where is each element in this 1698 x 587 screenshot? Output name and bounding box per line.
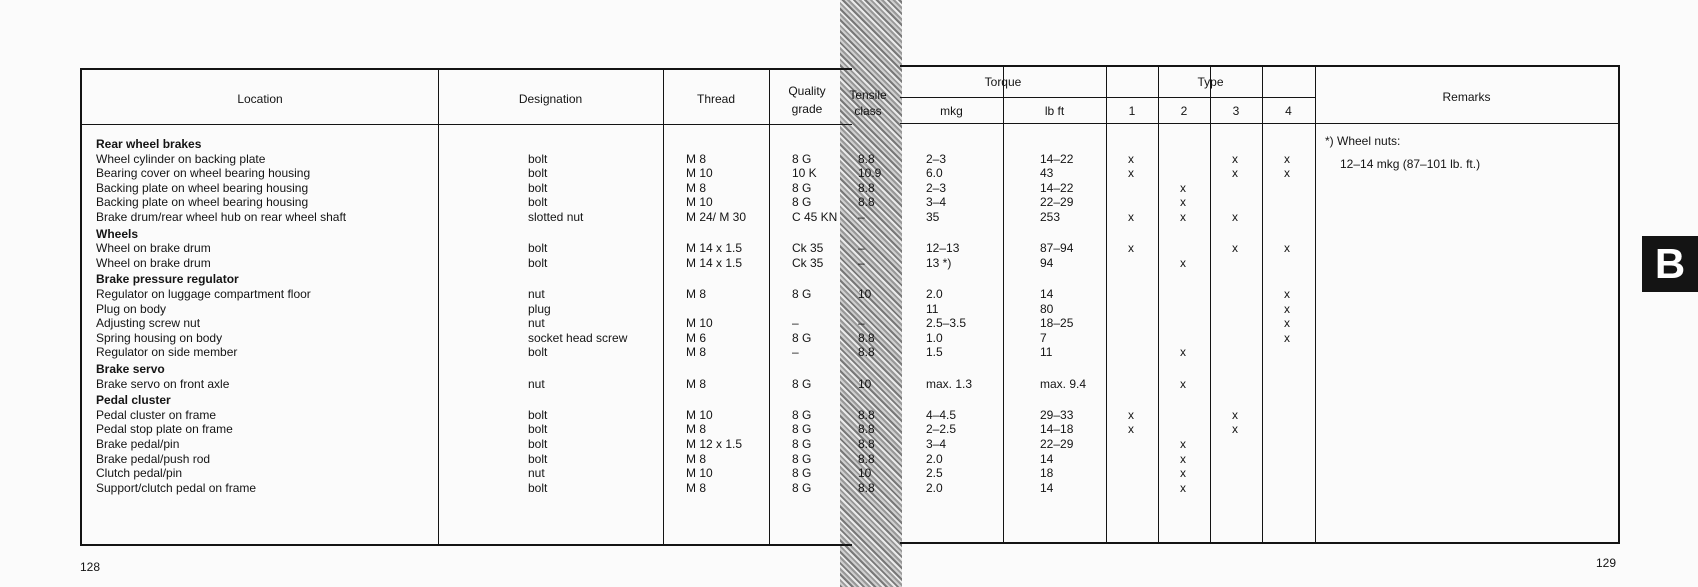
cell-lbft: 18–25 [1040,316,1074,331]
cell-tensile: 8.8 [858,345,875,360]
header-type-2: 2 [1180,104,1188,118]
cell-mkg: 3–4 [926,437,947,451]
cell-mkg: max. 1.3 [926,376,973,391]
cell-type-3: x [1232,210,1238,224]
cell-location: Plug on body [96,301,167,316]
cell-type-2: x [1180,466,1186,481]
col-divider [1210,67,1211,542]
header-location: Location [237,92,283,106]
cell-grade: Ck 35 [792,255,824,270]
cell-designation: bolt [528,451,548,466]
cell-type-2: x [1180,451,1186,466]
cell-lbft: 14–18 [1040,422,1074,437]
cell-grade: 10 K [792,166,817,181]
cell-type-1: x [1128,210,1134,224]
cell-location: Pedal cluster on frame [96,407,217,422]
cell-grade: – [792,345,799,360]
header-thread: Thread [696,92,736,106]
header-lbft: lb ft [1044,104,1065,118]
cell-designation: nut [528,316,545,331]
cell-thread: M 8 [686,287,707,301]
header-quality-grade-2: grade [791,102,823,116]
cell-designation: bolt [528,195,548,210]
cell-mkg: 2.5–3.5 [926,316,967,331]
torque-table-left [80,68,887,546]
col-divider [1106,67,1107,542]
cell-lbft: 29–33 [1040,407,1074,422]
cell-thread: M 8 [686,151,707,166]
cell-lbft: 253 [1040,210,1061,224]
cell-designation: bolt [528,437,548,451]
cell-location: Wheel on brake drum [96,241,211,256]
cell-lbft: 94 [1040,255,1054,270]
cell-type-2: x [1180,255,1186,270]
cell-designation: slotted nut [528,210,584,224]
cell-mkg: 1.0 [926,330,943,345]
cell-thread: M 8 [686,376,707,391]
cell-designation: nut [528,287,545,301]
cell-grade: 8 G [792,437,812,451]
cell-grade: 8 G [792,330,812,345]
cell-grade: 8 G [792,151,812,166]
cell-tensile: 10 [858,287,872,301]
cell-thread: M 8 [686,422,707,437]
cell-mkg: 1.5 [926,345,943,360]
cell-tensile: 8.8 [858,180,875,195]
cell-designation: bolt [528,241,548,256]
cell-mkg: 11 [926,301,939,316]
cell-type-3: x [1232,151,1238,166]
cell-tensile: 8.8 [858,195,875,210]
cell-type-1: x [1128,241,1134,256]
cell-location: Regulator on luggage compartment floor [96,287,311,301]
cell-lbft: 14–22 [1040,151,1074,166]
cell-type-1: x [1128,407,1134,422]
cell-mkg: 2.0 [926,451,943,466]
header-tensile-2: class [854,104,882,118]
header-type-3: 3 [1232,104,1240,118]
cell-thread: M 10 [686,316,713,331]
cell-thread: M 6 [686,330,707,345]
section-tab-b: B [1642,236,1698,292]
page-number-right: 129 [1596,556,1617,570]
header-quality-grade-1: Quality [788,84,826,98]
cell-type-1: x [1128,166,1134,181]
cell-tensile: 10 [858,376,872,391]
cell-designation: socket head screw [528,330,628,345]
cell-type-2: x [1180,480,1186,495]
cell-thread: M 14 x 1.5 [686,241,743,256]
cell-location: Spring housing on body [96,330,223,345]
cell-grade: 8 G [792,287,812,301]
header-designation: Designation [518,92,583,106]
cell-designation: bolt [528,180,548,195]
cell-tensile: 8.8 [858,330,875,345]
cell-lbft: 18 [1040,466,1054,481]
cell-location: Backing plate on wheel bearing housing [96,195,309,210]
cell-lbft: 80 [1040,301,1054,316]
cell-type-4: x [1284,166,1290,181]
header-tensile-1: Tensile [849,88,887,102]
torque-subheader-line [900,97,1106,98]
cell-mkg: 4–4.5 [926,407,957,422]
cell-thread: M 8 [686,480,707,495]
section-heading: Brake servo [96,362,165,376]
col-divider [769,70,770,544]
cell-grade: 8 G [792,180,812,195]
cell-mkg: 6.0 [926,166,943,181]
cell-location: Regulator on side member [96,345,238,360]
cell-tensile: 10.9 [858,166,882,181]
cell-designation: bolt [528,345,548,360]
col-divider [1315,67,1316,542]
cell-type-4: x [1284,287,1290,301]
type-subheader-line [1106,97,1315,98]
cell-mkg: 12–13 [926,241,960,256]
cell-mkg: 2.5 [926,466,943,481]
cell-location: Clutch pedal/pin [96,466,183,481]
cell-lbft: 11 [1040,345,1053,360]
cell-lbft: 14–22 [1040,180,1074,195]
section-heading: Brake pressure regulator [96,272,239,287]
cell-tensile: 8.8 [858,437,875,451]
cell-lbft: 14 [1040,451,1054,466]
cell-location: Bearing cover on wheel bearing housing [96,166,311,181]
cell-mkg: 3–4 [926,195,947,210]
cell-thread: M 10 [686,407,713,422]
page-number-left: 128 [80,560,101,574]
cell-tensile: – [858,255,865,270]
cell-location: Brake servo on front axle [96,376,230,391]
cell-thread: M 10 [686,195,713,210]
cell-grade: 8 G [792,466,812,481]
cell-tensile: – [858,210,865,224]
cell-lbft: 22–29 [1040,437,1074,451]
cell-type-3: x [1232,407,1238,422]
cell-grade: 8 G [792,195,812,210]
cell-location: Wheel on brake drum [96,255,211,270]
col-divider [1262,67,1263,542]
cell-type-3: x [1232,241,1238,256]
cell-mkg: 2.0 [926,287,943,301]
cell-designation: nut [528,376,545,391]
col-divider [1158,67,1159,542]
col-divider [1003,67,1004,542]
cell-designation: bolt [528,151,548,166]
header-remarks: Remarks [1442,90,1491,104]
col-divider [663,70,664,544]
cell-type-4: x [1284,241,1290,256]
cell-tensile: 10 [858,466,872,481]
cell-location: Adjusting screw nut [96,316,201,331]
header-mkg: mkg [940,104,963,118]
cell-tensile: – [858,241,865,256]
cell-grade: 8 G [792,480,812,495]
header-torque: Torque [984,75,1022,89]
cell-designation: bolt [528,255,548,270]
cell-type-4: x [1284,330,1290,345]
cell-lbft: 14 [1040,287,1054,301]
cell-thread: M 8 [686,451,707,466]
cell-type-2: x [1180,210,1186,224]
cell-grade: 8 G [792,407,812,422]
col-divider [438,70,439,544]
cell-designation: bolt [528,166,548,181]
cell-thread: M 8 [686,345,707,360]
header-type-4: 4 [1285,104,1292,118]
cell-type-2: x [1180,437,1186,451]
cell-location: Wheel cylinder on backing plate [96,151,266,166]
cell-designation: bolt [528,480,548,495]
header-type: Type [1197,75,1224,89]
cell-type-4: x [1284,301,1290,316]
cell-grade: 8 G [792,422,812,437]
cell-grade: C 45 KN [792,210,838,224]
cell-location: Brake drum/rear wheel hub on rear wheel shaft [96,210,347,224]
cell-type-1: x [1128,422,1134,437]
section-heading: Pedal cluster [96,393,171,408]
cell-type-4: x [1284,316,1290,331]
cell-type-3: x [1232,166,1238,181]
cell-designation: bolt [528,422,548,437]
torque-table-right [900,65,1620,544]
cell-tensile: 8.8 [858,422,875,437]
cell-mkg: 2–2.5 [926,422,957,437]
cell-location: Backing plate on wheel bearing housing [96,180,309,195]
cell-mkg: 13 *) [926,255,952,270]
cell-type-2: x [1180,345,1186,360]
cell-lbft: max. 9.4 [1040,376,1087,391]
cell-tensile: 8.8 [858,151,875,166]
cell-tensile: – [858,316,865,331]
cell-location: Support/clutch pedal on frame [96,480,257,495]
cell-grade: Ck 35 [792,241,824,256]
cell-tensile: 8.8 [858,407,875,422]
cell-type-1: x [1128,151,1134,166]
cell-thread: M 24/ M 30 [686,210,747,224]
cell-tensile: 8.8 [858,480,875,495]
cell-thread: M 14 x 1.5 [686,255,743,270]
cell-mkg: 2.0 [926,480,943,495]
header-type-1: 1 [1128,104,1136,118]
cell-tensile: 8.8 [858,451,875,466]
cell-mkg: 2–3 [926,151,947,166]
cell-type-3: x [1232,422,1238,437]
cell-type-2: x [1180,180,1186,195]
section-heading: Rear wheel brakes [96,137,202,151]
section-heading: Wheels [96,226,139,241]
cell-lbft: 14 [1040,480,1054,495]
cell-grade: 8 G [792,451,812,466]
cell-grade: 8 G [792,376,812,391]
header-divider [900,123,1618,124]
cell-type-2: x [1180,376,1186,391]
cell-lbft: 87–94 [1040,241,1074,256]
cell-lbft: 22–29 [1040,195,1074,210]
cell-designation: plug [528,301,551,316]
cell-lbft: 43 [1040,166,1054,181]
cell-location: Brake pedal/pin [96,437,180,451]
cell-mkg: 2–3 [926,180,947,195]
cell-thread: M 10 [686,166,713,181]
cell-designation: nut [528,466,545,481]
cell-mkg: 35 [926,210,940,224]
header-divider [82,124,852,125]
cell-designation: bolt [528,407,548,422]
remarks-line-1: *) Wheel nuts: [1325,134,1401,148]
cell-grade: – [792,316,799,331]
cell-lbft: 7 [1040,330,1047,345]
cell-type-4: x [1284,151,1290,166]
cell-location: Pedal stop plate on frame [96,422,233,437]
cell-thread: M 10 [686,466,713,481]
cell-thread: M 12 x 1.5 [686,437,743,451]
cell-location: Brake pedal/push rod [96,451,211,466]
remarks-line-2: 12–14 mkg (87–101 lb. ft.) [1340,157,1481,171]
cell-thread: M 8 [686,180,707,195]
cell-type-2: x [1180,195,1186,210]
